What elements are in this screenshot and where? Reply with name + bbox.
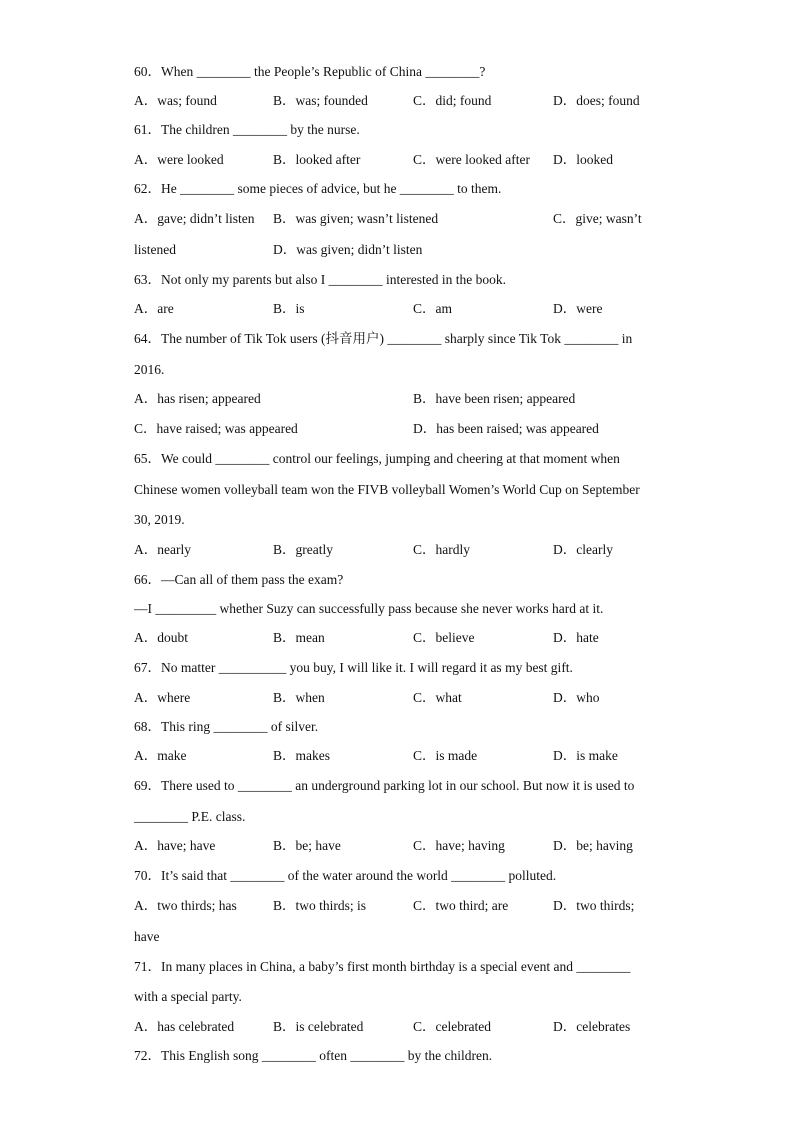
option-c: C．what <box>413 690 462 705</box>
option-c: C．believe <box>413 630 475 645</box>
option-d: D．does; found <box>553 93 640 108</box>
option-d: D．was given; didn’t listen <box>273 242 423 257</box>
option-d: D．has been raised; was appeared <box>413 421 599 436</box>
option-a: A．two thirds; has <box>134 898 237 913</box>
option-b: B．looked after <box>273 152 361 167</box>
option-a: A．nearly <box>134 542 191 557</box>
question-stem-continued: Chinese women volleyball team won the FIVB volleyball Women’s World Cup on September <box>134 482 640 497</box>
option-a: A．were looked <box>134 152 224 167</box>
option-b: B．was; founded <box>273 93 368 108</box>
option-c: C．is made <box>413 748 478 763</box>
option-c: C．did; found <box>413 93 492 108</box>
question-stem: 65．We could ________ control our feelings, jumping and cheering at that moment when <box>134 451 620 466</box>
option-b: B．two thirds; is <box>273 898 367 913</box>
option-a: A．are <box>134 301 174 316</box>
option-b: B．mean <box>273 630 325 645</box>
question-stem: 64．The number of Tik Tok users (抖音用户) ________ sharply since Tik Tok ________ in <box>134 331 633 346</box>
question-stem: 71．In many places in China, a baby’s first month birthday is a special event and ________ <box>134 959 631 974</box>
option-d: D．who <box>553 690 600 705</box>
option-c: C．am <box>413 301 452 316</box>
option-d: D．two thirds; <box>553 898 635 913</box>
question-stem-continued: with a special party. <box>134 989 242 1004</box>
question-stem: 72．This English song ________ often ________ by the children. <box>134 1048 493 1063</box>
question-stem: 68．This ring ________ of silver. <box>134 719 319 734</box>
option-b: B．be; have <box>273 838 341 853</box>
option-b: B．was given; wasn’t listened <box>273 211 439 226</box>
option-b: B．greatly <box>273 542 333 557</box>
question-stem-continued: 2016. <box>134 362 165 377</box>
question-stem: 66．—Can all of them pass the exam? <box>134 572 344 587</box>
option-c: C．hardly <box>413 542 470 557</box>
option-c: C．were looked after <box>413 152 530 167</box>
option-a: A．make <box>134 748 187 763</box>
question-stem: 60．When ________ the People’s Republic of China ________? <box>134 64 486 79</box>
option-a: A．where <box>134 690 191 705</box>
option-a: A．has risen; appeared <box>134 391 261 406</box>
option-b: B．is celebrated <box>273 1019 364 1034</box>
option-c: C．have; having <box>413 838 505 853</box>
question-stem: 63．Not only my parents but also I ________ interested in the book. <box>134 272 506 287</box>
option-c: C．two third; are <box>413 898 509 913</box>
option-d: D．were <box>553 301 603 316</box>
question-stem: 67．No matter __________ you buy, I will like it. I will regard it as my best gift. <box>134 660 573 675</box>
question-stem: 69．There used to ________ an underground parking lot in our school. But now it is used to <box>134 778 635 793</box>
option-a: A．has celebrated <box>134 1019 235 1034</box>
question-stem-continued: 30, 2019. <box>134 512 185 527</box>
question-stem: 61．The children ________ by the nurse. <box>134 122 360 137</box>
option-d: D．is make <box>553 748 618 763</box>
option-a: A．have; have <box>134 838 216 853</box>
question-stem-continued: ________ P.E. class. <box>134 809 246 824</box>
option-d: D．celebrates <box>553 1019 631 1034</box>
option-a: A．gave; didn’t listen <box>134 211 255 226</box>
option-b: B．makes <box>273 748 330 763</box>
option-d-continued: have <box>134 929 160 944</box>
option-b: B．when <box>273 690 325 705</box>
option-d: D．looked <box>553 152 613 167</box>
option-c: C．give; wasn’t <box>553 211 642 226</box>
question-stem-continued: —I _________ whether Suzy can successfully pass because she never works hard at it. <box>134 601 604 616</box>
option-b: B．have been risen; appeared <box>413 391 576 406</box>
option-d: D．clearly <box>553 542 613 557</box>
option-c: C．celebrated <box>413 1019 491 1034</box>
question-stem: 70．It’s said that ________ of the water around the world ________ polluted. <box>134 868 557 883</box>
option-a: A．doubt <box>134 630 188 645</box>
question-stem: 62．He ________ some pieces of advice, but he ________ to them. <box>134 181 502 196</box>
option-d: D．be; having <box>553 838 633 853</box>
option-a: A．was; found <box>134 93 217 108</box>
option-d: D．hate <box>553 630 599 645</box>
option-c: C．have raised; was appeared <box>134 421 298 436</box>
option-b: B．is <box>273 301 305 316</box>
option-c-continued: listened <box>134 242 176 257</box>
